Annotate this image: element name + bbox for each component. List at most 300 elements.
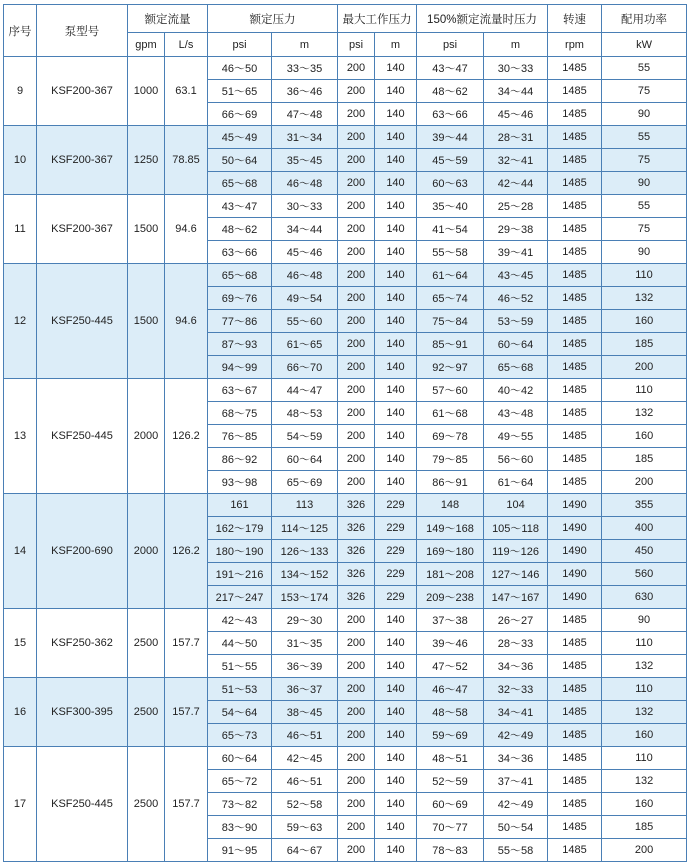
flow-gpm: 2500	[128, 678, 165, 747]
flow-gpm: 1000	[128, 57, 165, 126]
model-group	[4, 379, 687, 494]
max-m: 140	[375, 402, 417, 425]
pressure150-psi: 70～77	[417, 816, 484, 839]
max-m: 140	[375, 471, 417, 494]
table-row	[4, 57, 687, 80]
pressure150-psi: 59～69	[417, 724, 484, 747]
pressure150-psi: 52～59	[417, 770, 484, 793]
power-kw: 90	[602, 609, 687, 632]
max-m: 140	[375, 57, 417, 80]
flow-gpm: 1250	[128, 126, 165, 195]
pressure150-psi: 43～47	[417, 57, 484, 80]
rated-m: 66～70	[272, 356, 338, 379]
pressure150-m: 26～27	[484, 609, 548, 632]
speed-rpm: 1485	[548, 287, 602, 310]
rated-psi: 54～64	[208, 701, 272, 724]
max-psi: 200	[338, 287, 375, 310]
speed-rpm: 1485	[548, 701, 602, 724]
pressure150-m: 119～126	[484, 540, 548, 563]
speed-rpm: 1485	[548, 448, 602, 471]
pressure150-m: 42～44	[484, 172, 548, 195]
model-group	[4, 494, 687, 609]
pressure150-psi: 55～58	[417, 241, 484, 264]
power-kw: 55	[602, 195, 687, 218]
table-row	[4, 264, 687, 287]
max-psi: 200	[338, 264, 375, 287]
max-m: 140	[375, 448, 417, 471]
rated-psi: 68～75	[208, 402, 272, 425]
pressure150-psi: 61～68	[417, 402, 484, 425]
pressure150-m: 43～45	[484, 264, 548, 287]
power-kw: 450	[602, 540, 687, 563]
rated-psi: 217～247	[208, 586, 272, 609]
model-group	[4, 195, 687, 264]
unit-kw: kW	[602, 33, 687, 57]
rated-psi: 43～47	[208, 195, 272, 218]
table-row	[4, 494, 687, 517]
power-kw: 132	[602, 287, 687, 310]
power-kw: 185	[602, 448, 687, 471]
rated-m: 52～58	[272, 793, 338, 816]
flow-ls: 94.6	[165, 195, 208, 264]
max-psi: 326	[338, 586, 375, 609]
rated-psi: 46～50	[208, 57, 272, 80]
pressure150-m: 25～28	[484, 195, 548, 218]
power-kw: 75	[602, 218, 687, 241]
power-kw: 132	[602, 770, 687, 793]
pressure150-m: 39～41	[484, 241, 548, 264]
speed-rpm: 1485	[548, 103, 602, 126]
power-kw: 185	[602, 333, 687, 356]
pressure150-psi: 48～58	[417, 701, 484, 724]
max-psi: 200	[338, 333, 375, 356]
rated-m: 31～35	[272, 632, 338, 655]
power-kw: 200	[602, 839, 687, 862]
max-psi: 200	[338, 448, 375, 471]
speed-rpm: 1490	[548, 586, 602, 609]
pressure150-m: 45～46	[484, 103, 548, 126]
max-m: 140	[375, 632, 417, 655]
speed-rpm: 1485	[548, 57, 602, 80]
rated-m: 134～152	[272, 563, 338, 586]
pressure150-m: 61～64	[484, 471, 548, 494]
power-kw: 560	[602, 563, 687, 586]
flow-gpm: 2500	[128, 609, 165, 678]
max-psi: 200	[338, 57, 375, 80]
pressure150-m: 28～31	[484, 126, 548, 149]
pump-model: KSF300-395	[37, 678, 128, 747]
max-psi: 200	[338, 80, 375, 103]
rated-m: 49～54	[272, 287, 338, 310]
pressure150-psi: 79～85	[417, 448, 484, 471]
speed-rpm: 1485	[548, 126, 602, 149]
rated-psi: 50～64	[208, 149, 272, 172]
power-kw: 160	[602, 310, 687, 333]
speed-rpm: 1485	[548, 770, 602, 793]
power-kw: 110	[602, 379, 687, 402]
pump-model: KSF250-445	[37, 264, 128, 379]
max-m: 140	[375, 241, 417, 264]
pressure150-m: 40～42	[484, 379, 548, 402]
pressure150-m: 32～33	[484, 678, 548, 701]
model-group	[4, 747, 687, 862]
max-psi: 200	[338, 149, 375, 172]
pressure150-m: 42～49	[484, 793, 548, 816]
max-psi: 200	[338, 103, 375, 126]
pressure150-psi: 75～84	[417, 310, 484, 333]
unit-rpm: rpm	[548, 33, 602, 57]
rated-m: 33～35	[272, 57, 338, 80]
pressure150-psi: 39～46	[417, 632, 484, 655]
power-kw: 75	[602, 149, 687, 172]
flow-ls: 157.7	[165, 678, 208, 747]
flow-ls: 78.85	[165, 126, 208, 195]
power-kw: 110	[602, 264, 687, 287]
rated-psi: 45～49	[208, 126, 272, 149]
flow-gpm: 2500	[128, 747, 165, 862]
power-kw: 200	[602, 356, 687, 379]
rated-m: 46～48	[272, 172, 338, 195]
speed-rpm: 1485	[548, 195, 602, 218]
max-psi: 200	[338, 770, 375, 793]
speed-rpm: 1485	[548, 471, 602, 494]
max-m: 140	[375, 103, 417, 126]
pressure150-psi: 41～54	[417, 218, 484, 241]
power-kw: 400	[602, 517, 687, 540]
group-index: 10	[4, 126, 37, 195]
pressure150-m: 46～52	[484, 287, 548, 310]
rated-m: 114～125	[272, 517, 338, 540]
rated-m: 153～174	[272, 586, 338, 609]
power-kw: 132	[602, 402, 687, 425]
rated-m: 44～47	[272, 379, 338, 402]
rated-m: 113	[272, 494, 338, 517]
speed-rpm: 1485	[548, 724, 602, 747]
pressure150-psi: 57～60	[417, 379, 484, 402]
group-index: 16	[4, 678, 37, 747]
pressure150-m: 104	[484, 494, 548, 517]
max-psi: 326	[338, 517, 375, 540]
rated-psi: 60～64	[208, 747, 272, 770]
max-psi: 200	[338, 425, 375, 448]
max-psi: 326	[338, 563, 375, 586]
speed-rpm: 1485	[548, 678, 602, 701]
max-m: 229	[375, 494, 417, 517]
pump-spec-table	[3, 4, 687, 862]
pressure150-m: 29～38	[484, 218, 548, 241]
max-m: 140	[375, 264, 417, 287]
rated-psi: 69～76	[208, 287, 272, 310]
rated-psi: 161	[208, 494, 272, 517]
max-psi: 200	[338, 310, 375, 333]
max-m: 140	[375, 333, 417, 356]
pump-model: KSF250-362	[37, 609, 128, 678]
pressure150-psi: 37～38	[417, 609, 484, 632]
max-psi: 200	[338, 632, 375, 655]
speed-rpm: 1485	[548, 632, 602, 655]
rated-m: 47～48	[272, 103, 338, 126]
rated-m: 46～48	[272, 264, 338, 287]
speed-rpm: 1485	[548, 264, 602, 287]
rated-m: 30～33	[272, 195, 338, 218]
pressure150-psi: 60～63	[417, 172, 484, 195]
pressure150-psi: 169～180	[417, 540, 484, 563]
pump-model: KSF250-445	[37, 747, 128, 862]
max-psi: 200	[338, 126, 375, 149]
table-header	[4, 5, 687, 57]
speed-rpm: 1485	[548, 80, 602, 103]
pressure150-m: 34～36	[484, 655, 548, 678]
pressure150-psi: 92～97	[417, 356, 484, 379]
power-kw: 355	[602, 494, 687, 517]
speed-rpm: 1485	[548, 218, 602, 241]
max-m: 140	[375, 310, 417, 333]
pressure150-m: 30～33	[484, 57, 548, 80]
rated-psi: 48～62	[208, 218, 272, 241]
max-psi: 326	[338, 494, 375, 517]
pump-model: KSF200-367	[37, 126, 128, 195]
pressure150-psi: 63～66	[417, 103, 484, 126]
max-m: 140	[375, 655, 417, 678]
rated-m: 31～34	[272, 126, 338, 149]
rated-psi: 66～69	[208, 103, 272, 126]
header-rated-flow: 额定流量	[128, 5, 208, 33]
rated-psi: 86～92	[208, 448, 272, 471]
pressure150-psi: 48～62	[417, 80, 484, 103]
power-kw: 132	[602, 655, 687, 678]
pressure150-m: 60～64	[484, 333, 548, 356]
rated-m: 55～60	[272, 310, 338, 333]
group-index: 17	[4, 747, 37, 862]
rated-psi: 83～90	[208, 816, 272, 839]
max-psi: 200	[338, 793, 375, 816]
pressure150-psi: 47～52	[417, 655, 484, 678]
pressure150-m: 37～41	[484, 770, 548, 793]
rated-m: 59～63	[272, 816, 338, 839]
max-m: 229	[375, 563, 417, 586]
flow-ls: 126.2	[165, 494, 208, 609]
rated-m: 46～51	[272, 770, 338, 793]
max-psi: 200	[338, 724, 375, 747]
max-psi: 200	[338, 701, 375, 724]
model-group	[4, 57, 687, 126]
max-psi: 200	[338, 241, 375, 264]
max-psi: 200	[338, 471, 375, 494]
rated-m: 34～44	[272, 218, 338, 241]
speed-rpm: 1485	[548, 609, 602, 632]
speed-rpm: 1490	[548, 563, 602, 586]
max-m: 229	[375, 517, 417, 540]
table-row	[4, 678, 687, 701]
pressure150-psi: 86～91	[417, 471, 484, 494]
speed-rpm: 1490	[548, 540, 602, 563]
header-max-pressure: 最大工作压力	[338, 5, 417, 33]
max-m: 140	[375, 770, 417, 793]
pressure150-psi: 60～69	[417, 793, 484, 816]
flow-ls: 63.1	[165, 57, 208, 126]
rated-psi: 65～73	[208, 724, 272, 747]
speed-rpm: 1485	[548, 356, 602, 379]
unit-max-m: m	[375, 33, 417, 57]
rated-psi: 63～66	[208, 241, 272, 264]
max-m: 140	[375, 80, 417, 103]
max-m: 140	[375, 218, 417, 241]
rated-psi: 180～190	[208, 540, 272, 563]
unit-gpm: gpm	[128, 33, 165, 57]
rated-m: 36～46	[272, 80, 338, 103]
max-psi: 200	[338, 678, 375, 701]
group-index: 11	[4, 195, 37, 264]
pressure150-m: 105～118	[484, 517, 548, 540]
rated-psi: 94～99	[208, 356, 272, 379]
speed-rpm: 1485	[548, 839, 602, 862]
rated-m: 42～45	[272, 747, 338, 770]
max-m: 140	[375, 701, 417, 724]
flow-gpm: 1500	[128, 195, 165, 264]
group-index: 14	[4, 494, 37, 609]
pressure150-m: 42～49	[484, 724, 548, 747]
rated-psi: 93～98	[208, 471, 272, 494]
max-m: 140	[375, 724, 417, 747]
max-psi: 200	[338, 839, 375, 862]
rated-m: 36～39	[272, 655, 338, 678]
pressure150-psi: 78～83	[417, 839, 484, 862]
rated-m: 126～133	[272, 540, 338, 563]
power-kw: 90	[602, 103, 687, 126]
rated-psi: 73～82	[208, 793, 272, 816]
rated-psi: 51～53	[208, 678, 272, 701]
power-kw: 110	[602, 632, 687, 655]
pressure150-m: 43～48	[484, 402, 548, 425]
rated-psi: 162～179	[208, 517, 272, 540]
max-m: 140	[375, 149, 417, 172]
group-index: 12	[4, 264, 37, 379]
table-row	[4, 126, 687, 149]
power-kw: 55	[602, 126, 687, 149]
max-psi: 200	[338, 379, 375, 402]
speed-rpm: 1485	[548, 793, 602, 816]
max-m: 140	[375, 379, 417, 402]
speed-rpm: 1485	[548, 310, 602, 333]
max-psi: 200	[338, 218, 375, 241]
pump-model: KSF200-367	[37, 57, 128, 126]
max-psi: 200	[338, 172, 375, 195]
rated-psi: 51～65	[208, 80, 272, 103]
pressure150-m: 55～58	[484, 839, 548, 862]
pressure150-psi: 39～44	[417, 126, 484, 149]
pressure150-m: 34～36	[484, 747, 548, 770]
power-kw: 160	[602, 793, 687, 816]
rated-psi: 65～72	[208, 770, 272, 793]
max-m: 140	[375, 195, 417, 218]
speed-rpm: 1485	[548, 402, 602, 425]
speed-rpm: 1485	[548, 172, 602, 195]
speed-rpm: 1490	[548, 517, 602, 540]
table-row	[4, 195, 687, 218]
rated-m: 60～64	[272, 448, 338, 471]
pressure150-psi: 149～168	[417, 517, 484, 540]
rated-psi: 76～85	[208, 425, 272, 448]
pressure150-psi: 61～64	[417, 264, 484, 287]
speed-rpm: 1485	[548, 241, 602, 264]
power-kw: 110	[602, 678, 687, 701]
unit-150-psi: psi	[417, 33, 484, 57]
max-m: 229	[375, 586, 417, 609]
max-m: 140	[375, 425, 417, 448]
flow-gpm: 1500	[128, 264, 165, 379]
power-kw: 200	[602, 471, 687, 494]
rated-psi: 44～50	[208, 632, 272, 655]
power-kw: 160	[602, 724, 687, 747]
group-index: 15	[4, 609, 37, 678]
flow-ls: 126.2	[165, 379, 208, 494]
rated-m: 38～45	[272, 701, 338, 724]
max-psi: 200	[338, 655, 375, 678]
max-m: 140	[375, 126, 417, 149]
pressure150-m: 147～167	[484, 586, 548, 609]
flow-ls: 157.7	[165, 609, 208, 678]
pressure150-m: 56～60	[484, 448, 548, 471]
model-group	[4, 126, 687, 195]
pump-model: KSF200-690	[37, 494, 128, 609]
max-psi: 200	[338, 356, 375, 379]
pressure150-psi: 209～238	[417, 586, 484, 609]
power-kw: 75	[602, 80, 687, 103]
rated-psi: 51～55	[208, 655, 272, 678]
max-m: 229	[375, 540, 417, 563]
rated-psi: 191～216	[208, 563, 272, 586]
speed-rpm: 1485	[548, 149, 602, 172]
max-m: 140	[375, 609, 417, 632]
pressure150-psi: 85～91	[417, 333, 484, 356]
speed-rpm: 1490	[548, 494, 602, 517]
flow-ls: 94.6	[165, 264, 208, 379]
model-group	[4, 609, 687, 678]
rated-m: 64～67	[272, 839, 338, 862]
max-m: 140	[375, 356, 417, 379]
rated-psi: 77～86	[208, 310, 272, 333]
group-index: 9	[4, 57, 37, 126]
speed-rpm: 1485	[548, 425, 602, 448]
pressure150-psi: 69～78	[417, 425, 484, 448]
power-kw: 630	[602, 586, 687, 609]
power-kw: 90	[602, 241, 687, 264]
pressure150-m: 50～54	[484, 816, 548, 839]
pressure150-psi: 45～59	[417, 149, 484, 172]
pressure150-m: 28～33	[484, 632, 548, 655]
max-m: 140	[375, 287, 417, 310]
header-speed: 转速	[548, 5, 602, 33]
max-psi: 200	[338, 609, 375, 632]
unit-150-m: m	[484, 33, 548, 57]
power-kw: 110	[602, 747, 687, 770]
rated-m: 36～37	[272, 678, 338, 701]
rated-psi: 65～68	[208, 172, 272, 195]
pump-model: KSF200-367	[37, 195, 128, 264]
speed-rpm: 1485	[548, 747, 602, 770]
power-kw: 90	[602, 172, 687, 195]
flow-ls: 157.7	[165, 747, 208, 862]
header-rated-pressure: 额定压力	[208, 5, 338, 33]
model-group	[4, 678, 687, 747]
speed-rpm: 1485	[548, 655, 602, 678]
unit-ls: L/s	[165, 33, 208, 57]
header-model: 泵型号	[37, 5, 128, 57]
flow-gpm: 2000	[128, 494, 165, 609]
pressure150-m: 53～59	[484, 310, 548, 333]
model-group	[4, 264, 687, 379]
speed-rpm: 1485	[548, 379, 602, 402]
